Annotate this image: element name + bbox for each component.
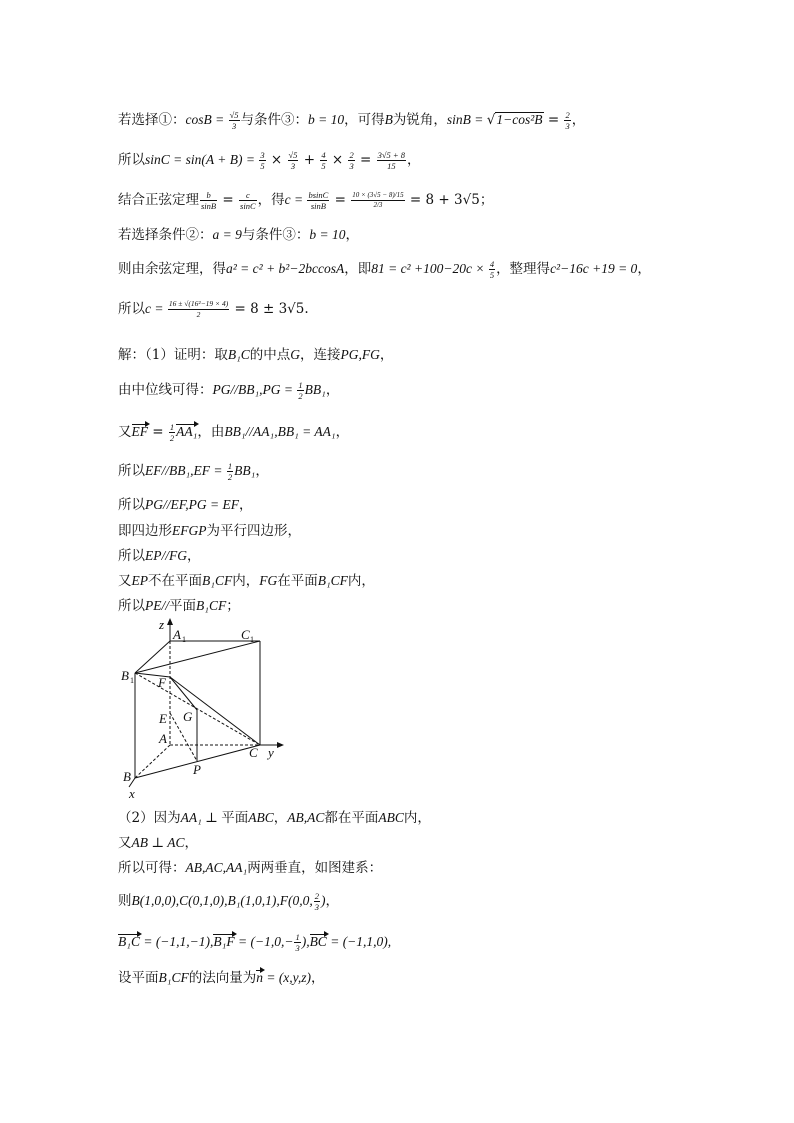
line-choice-1: 若选择①：cosB = $\frac{√5}{3}$ 与条件③：b = 10，可得B为锐角，sinB = √1−cos²B = $\frac{2}{3}$ ， bbox=[118, 110, 586, 131]
line-c-result bbox=[118, 299, 309, 320]
text: 则由余弦定理，得 bbox=[118, 261, 226, 277]
math: = 8 + 3√5 bbox=[405, 192, 480, 208]
denominator: 2/3 bbox=[373, 201, 383, 209]
fraction bbox=[294, 932, 300, 953]
math: 81 = c² +100−20c × bbox=[371, 261, 488, 276]
math: PG,FG bbox=[340, 347, 380, 362]
text: 的法向量为 bbox=[188, 970, 257, 986]
math: PG//BB₁,PG = bbox=[212, 382, 297, 397]
line-EP-FG bbox=[118, 546, 201, 566]
math: EFGP bbox=[172, 523, 207, 538]
fraction bbox=[200, 190, 217, 211]
math: AB,AC bbox=[287, 810, 325, 825]
numerator: 2 bbox=[349, 150, 354, 160]
label-A: A bbox=[159, 731, 167, 746]
text: 两两垂直，如图建系： bbox=[247, 860, 383, 876]
vector: BC bbox=[309, 934, 327, 949]
text: ，得 bbox=[257, 192, 285, 208]
math: B₁CF bbox=[202, 573, 233, 588]
vector: EF bbox=[131, 424, 148, 439]
math: BB₁ bbox=[304, 382, 326, 397]
fraction bbox=[227, 461, 233, 482]
label-y: y bbox=[268, 745, 274, 760]
math: = bbox=[543, 112, 564, 128]
line-PE-parallel-plane bbox=[118, 596, 240, 616]
label-A1: A bbox=[173, 627, 181, 642]
numerator: 4 bbox=[321, 150, 326, 160]
vector: n bbox=[256, 970, 263, 985]
text: ， bbox=[325, 382, 340, 398]
text: 内， bbox=[347, 573, 375, 589]
text: 又 bbox=[118, 424, 132, 440]
text: ， bbox=[325, 893, 340, 909]
denominator: 15 bbox=[387, 161, 396, 171]
math: b = 10 bbox=[308, 112, 345, 127]
math: = bbox=[355, 152, 376, 168]
text: ， bbox=[571, 112, 586, 128]
line-normal-vector bbox=[118, 968, 325, 988]
text: ， bbox=[637, 261, 651, 277]
numerator: 3√5 + 8 bbox=[377, 150, 406, 160]
denominator: 3 bbox=[565, 121, 570, 131]
fraction bbox=[489, 259, 495, 280]
text: ， bbox=[187, 548, 201, 564]
math: = (−1,1,−1), bbox=[139, 934, 214, 949]
math: G bbox=[290, 347, 301, 362]
label-B1-sub: 1 bbox=[130, 676, 134, 685]
math: = 8 ± 3√5 bbox=[230, 301, 305, 317]
fraction bbox=[314, 891, 320, 912]
text: 又 bbox=[118, 835, 132, 851]
label-C1-sub: 1 bbox=[250, 635, 254, 644]
line-PG-EF bbox=[118, 495, 252, 515]
math: × bbox=[327, 152, 348, 168]
math: × bbox=[266, 152, 287, 168]
text: ， bbox=[407, 152, 421, 168]
text: 解：（1）证明：取 bbox=[118, 347, 228, 363]
numerator: 1 bbox=[169, 422, 175, 432]
label-F: F bbox=[158, 675, 166, 690]
math: a = 9 bbox=[212, 227, 242, 242]
math: B bbox=[384, 112, 393, 127]
text: ，可得 bbox=[344, 112, 385, 128]
numerator: 1 bbox=[227, 461, 233, 471]
fraction bbox=[239, 190, 257, 211]
text: 都在平面 bbox=[324, 810, 379, 826]
label-x: x bbox=[129, 786, 135, 801]
math: + bbox=[299, 152, 320, 168]
math: = (x,y,z) bbox=[262, 970, 312, 985]
math: B₁CF bbox=[317, 573, 348, 588]
math: AB ⊥ AC bbox=[131, 835, 185, 850]
denominator: 2 bbox=[227, 472, 233, 482]
fraction bbox=[320, 150, 326, 171]
denominator: 5 bbox=[489, 270, 495, 280]
text: ， bbox=[311, 970, 325, 986]
vector: AA₁ bbox=[176, 424, 198, 439]
math: EP//FG bbox=[145, 548, 187, 563]
text: 所以 bbox=[118, 463, 145, 479]
numerator: 3 bbox=[260, 150, 265, 160]
denominator: sinB bbox=[201, 201, 217, 211]
math: (−1,0,− bbox=[250, 934, 294, 949]
text: 所以 bbox=[118, 548, 145, 564]
segment-FG bbox=[170, 677, 197, 710]
denominator: 3 bbox=[290, 161, 296, 171]
line-parallelogram bbox=[118, 521, 301, 541]
denominator: 5 bbox=[260, 161, 265, 171]
text: 在平面 bbox=[277, 573, 318, 589]
math: = bbox=[234, 934, 251, 949]
fraction bbox=[377, 150, 406, 171]
math: ) bbox=[301, 934, 307, 949]
line-mutually-perp bbox=[118, 858, 382, 878]
text: 所以 bbox=[118, 497, 145, 513]
text: ； bbox=[226, 598, 240, 614]
edge-B1C1 bbox=[135, 641, 260, 673]
text: 与条件③： bbox=[240, 112, 309, 128]
math: B₁C bbox=[227, 347, 250, 362]
line-solution-start bbox=[118, 345, 393, 365]
denominator: 2 bbox=[169, 433, 175, 443]
denominator: 5 bbox=[321, 161, 326, 171]
numerator: c bbox=[239, 190, 257, 201]
text: 内， bbox=[403, 810, 431, 826]
fraction bbox=[348, 150, 354, 171]
numerator: 16 ± √(16²−19 × 4) bbox=[168, 299, 229, 308]
text: 若选择①： bbox=[118, 112, 186, 128]
math: BB₁//AA₁,BB₁ = AA₁ bbox=[224, 424, 336, 439]
vector: B₁F bbox=[213, 934, 235, 949]
math: ABC bbox=[378, 810, 404, 825]
fraction bbox=[297, 380, 303, 401]
math: = (−1,1,0), bbox=[326, 934, 392, 949]
math: c = bbox=[284, 192, 307, 207]
text: ，整理得 bbox=[496, 261, 551, 277]
math: BB₁ bbox=[234, 463, 256, 478]
text: ， bbox=[379, 347, 394, 363]
math: PE// bbox=[145, 598, 169, 613]
math: c = bbox=[145, 301, 167, 316]
text: 所以可得： bbox=[118, 860, 186, 876]
math: ABC bbox=[248, 810, 274, 825]
text: ，连接 bbox=[300, 347, 341, 363]
label-z: z bbox=[159, 617, 165, 632]
line-sinC bbox=[118, 150, 421, 171]
line-vector-EF bbox=[118, 422, 349, 443]
text: 又 bbox=[118, 573, 132, 589]
text: 内， bbox=[232, 573, 260, 589]
math: cosB = bbox=[185, 112, 228, 127]
vector: B₁C bbox=[118, 934, 140, 949]
text: 设平面 bbox=[118, 970, 159, 986]
text: 若选择条件②： bbox=[118, 227, 213, 243]
numerator: √5 bbox=[229, 110, 239, 120]
line-part2-perpendicular bbox=[118, 808, 431, 828]
fraction bbox=[259, 150, 265, 171]
numerator: 2 bbox=[565, 110, 570, 120]
math: B₁CF bbox=[196, 598, 227, 613]
math: PG//EF,PG = EF bbox=[145, 497, 239, 512]
math: a² = c² + b²−2bccosA bbox=[226, 261, 345, 276]
math: B₁CF bbox=[158, 970, 189, 985]
math: sinB = bbox=[446, 112, 487, 127]
numerator: √5 bbox=[288, 150, 298, 160]
denominator: 3 bbox=[295, 943, 300, 953]
math: , bbox=[306, 934, 310, 949]
math: b = 10 bbox=[309, 227, 346, 242]
sqrt-body: 1−cos²B bbox=[496, 112, 543, 127]
text: ， bbox=[255, 463, 269, 479]
numerator: bsinC bbox=[308, 190, 329, 200]
math: FG bbox=[259, 573, 278, 588]
math: EP bbox=[131, 573, 148, 588]
numerator: 10 × (3√5 − 8)/15 bbox=[352, 191, 404, 199]
denominator: sinC bbox=[240, 201, 256, 211]
denominator: 3 bbox=[314, 902, 320, 912]
prism-figure bbox=[115, 615, 315, 805]
axis-y-arrow bbox=[277, 742, 284, 748]
text: ，由 bbox=[197, 424, 225, 440]
text: ，即 bbox=[344, 261, 372, 277]
fraction bbox=[288, 150, 299, 171]
text: 则 bbox=[118, 893, 132, 909]
text: ； bbox=[479, 192, 494, 208]
label-A1-sub: 1 bbox=[182, 635, 186, 644]
numerator: 2 bbox=[314, 891, 320, 901]
text: 的中点 bbox=[249, 347, 291, 363]
denominator: 3 bbox=[231, 121, 237, 131]
math: AB,AC,AA₁ bbox=[185, 860, 248, 875]
math: EF//BB₁,EF = bbox=[145, 463, 226, 478]
text: （2）因为 bbox=[118, 810, 181, 826]
text: 由中位线可得： bbox=[118, 382, 213, 398]
axis-z-arrow bbox=[167, 618, 173, 625]
fraction bbox=[564, 110, 570, 131]
math: (0,0, bbox=[288, 893, 313, 908]
fraction bbox=[307, 190, 329, 211]
label-B1: B bbox=[121, 668, 129, 683]
fraction bbox=[229, 110, 240, 131]
text: 所以 bbox=[118, 301, 145, 317]
denominator: 2 bbox=[196, 310, 201, 319]
math: ) bbox=[321, 893, 326, 908]
line-sine-law bbox=[118, 190, 493, 211]
fraction bbox=[168, 299, 229, 320]
text: 平面 bbox=[221, 810, 249, 826]
text: ， bbox=[238, 497, 253, 513]
fraction bbox=[351, 191, 404, 210]
line-EP-not-in-plane bbox=[118, 571, 375, 591]
line-midline bbox=[118, 380, 339, 401]
text: 结合正弦定理 bbox=[118, 192, 199, 208]
text: ， bbox=[273, 810, 288, 826]
text: ， bbox=[335, 424, 350, 440]
line-vectors bbox=[118, 932, 391, 953]
denominator: 2 bbox=[298, 391, 303, 401]
numerator: 1 bbox=[298, 380, 303, 390]
math: sinC = sin(A + B) = bbox=[145, 152, 259, 167]
numerator: 1 bbox=[295, 932, 300, 942]
numerator: b bbox=[200, 190, 217, 201]
label-C: C bbox=[249, 745, 258, 760]
text: 为平行四边形， bbox=[206, 523, 301, 539]
line-cosine-law bbox=[118, 259, 651, 280]
line-EF-parallel bbox=[118, 461, 269, 482]
line-coordinates bbox=[118, 891, 339, 912]
label-P: P bbox=[193, 762, 201, 777]
text: 为锐角， bbox=[392, 112, 447, 128]
fraction bbox=[169, 422, 175, 443]
math: AA₁ ⊥ bbox=[180, 810, 222, 825]
text: . bbox=[304, 301, 309, 317]
denominator: sinB bbox=[310, 201, 326, 211]
numerator: 4 bbox=[489, 259, 495, 269]
math: c²−16c +19 = 0 bbox=[550, 261, 638, 276]
label-G: G bbox=[183, 709, 193, 724]
text: 所以 bbox=[118, 598, 145, 614]
text: 即四边形 bbox=[118, 523, 172, 539]
text: ， bbox=[345, 227, 359, 243]
label-E: E bbox=[159, 711, 167, 726]
text: 与条件③： bbox=[241, 227, 310, 243]
line-AB-perp-AC bbox=[118, 833, 198, 853]
math: B(1,0,0),C(0,1,0),B₁(1,0,1),F bbox=[131, 893, 289, 908]
line-choice-2 bbox=[118, 225, 359, 245]
text: ， bbox=[184, 835, 198, 851]
text: 不在平面 bbox=[148, 573, 202, 589]
label-B: B bbox=[123, 769, 131, 784]
denominator: 3 bbox=[349, 161, 354, 171]
label-C1: C bbox=[241, 627, 250, 642]
math: = bbox=[148, 424, 168, 440]
math: = bbox=[330, 192, 351, 208]
text: 所以 bbox=[118, 152, 145, 168]
text: 平面 bbox=[169, 598, 196, 614]
math: = bbox=[218, 192, 239, 208]
